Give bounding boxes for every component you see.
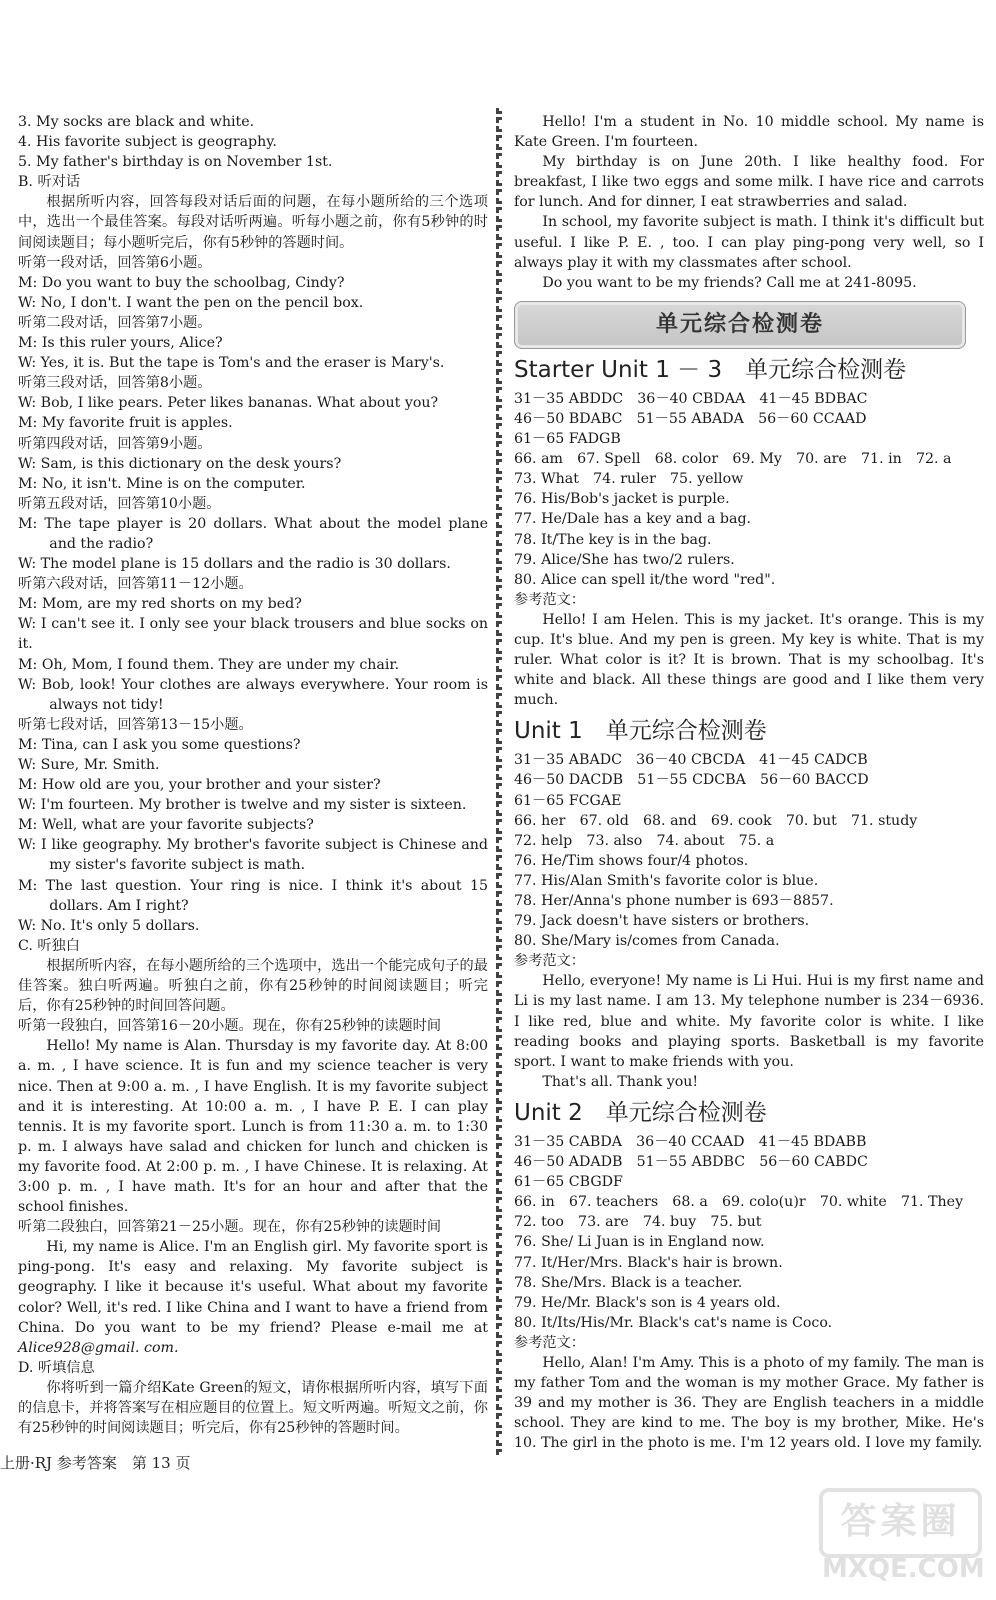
left-line: W: No, I don't. I want the pen on the pencil box. xyxy=(18,294,364,311)
left-line: 听第一段对话，回答第6小题。 xyxy=(18,254,212,271)
left-line: 听第二段对话，回答第7小题。 xyxy=(18,314,212,331)
kate-green-passage xyxy=(514,112,984,293)
answer-line: 61－65 CBGDF xyxy=(514,1174,623,1191)
answer-line: 66. am 67. Spell 68. color 69. My 70. are 71. in 72. a xyxy=(514,451,952,468)
answer-line: 72. too 73. are 74. buy 75. but xyxy=(514,1214,762,1231)
answer-line: 73. What 74. ruler 75. yellow xyxy=(514,471,744,488)
answer-line: 46－50 BDABC 51－55 ABADA 56－60 CCAAD xyxy=(514,410,867,427)
left-line: M: Is this ruler yours, Alice? xyxy=(18,335,223,352)
left-line: 听第六段对话，回答第11－12小题。 xyxy=(18,576,253,593)
page-footer: 上册·RJ 参考答案 第 13 页 xyxy=(0,1454,191,1472)
left-line: W: Bob, look! Your clothes are always everywhere. Your room is always not tidy! xyxy=(18,676,488,713)
model-essay: Hello, everyone! My name is Li Hui. Hui is my first name and Li is my last name. I am 13. My telephone number is 234－6936. I like red, blue and white. My favorite color is white. I like reading books and playing sports. Basketball is my favorite sport. I want to make friends with you. xyxy=(514,973,984,1070)
left-line: 听第四段对话，回答第9小题。 xyxy=(18,435,212,452)
left-line: Hi, my name is Alice. I'm an English girl. My favorite sport is ping-pong. It's easy and relaxing. My favorite subject is geography. I like it because it's useful. What about my favorite color? Well, it's red. I like China and I want to have a friend from China. Do you want to be my friend? Please e-mail me at Alice928@gmail. com. xyxy=(18,1239,488,1356)
unit-heading: Starter Unit 1 － 3 单元综合检测卷 xyxy=(514,356,907,383)
answer-line: 31－35 ABADC 36－40 CBCDA 41－45 CADCB xyxy=(514,752,868,769)
answer-line: 77. He/Dale has a key and a bag. xyxy=(514,511,752,528)
model-essay: Hello! I am Helen. This is my jacket. It's orange. This is my cup. It's blue. And my pen is green. My key is white. That is my ruler. What color is it? It is brown. That is my schoolbag. It's white and black. All these things are good and I like them very much. xyxy=(514,611,984,709)
left-line: 根据所听内容，回答每段对话后面的问题，在每小题所给的三个选项中，选出一个最佳答案。每段对话听两遍。听每小题之前，你有5秒钟的时间阅读题目；每小题听完后，你有5秒钟的答题时间。 xyxy=(18,194,488,251)
answer-line: 31－35 ABDDC 36－40 CBDAA 41－45 BDBAC xyxy=(514,390,868,407)
answer-line: 72. help 73. also 74. about 75. a xyxy=(514,832,775,849)
left-line: 4. His favorite subject is geography. xyxy=(18,134,277,151)
left-line: 听第三段对话，回答第8小题。 xyxy=(18,375,212,392)
left-line: Hello! My name is Alan. Thursday is my favorite day. At 8:00 a. m. , I have science. It is fun and my science teacher is very nice. Then at 9:00 a. m. , I have English. It is my favorite subject and it is interesting. At 10:00 a. m. , I have P. E. I can play tennis. It is my favorite sport. Lunch is from 11:30 a. m. to 1:30 p. m. I always have salad and chicken for lunch and chicken is my favorite food. At 2:00 p. m. , I have Chinese. It is relaxing. At 3:00 p. m. , I have math. It's for an hour and after that the school finishes. xyxy=(18,1038,488,1216)
answer-line: 66. her 67. old 68. and 69. cook 70. but 71. study xyxy=(514,812,918,829)
left-line: B. 听对话 xyxy=(18,174,81,191)
left-line: 根据所听内容，在每小题所给的三个选项中，选出一个能完成句子的最佳答案。独白听两遍。听独白之前，你有25秒钟的时间阅读题目；听完后，你有25秒钟的时间回答问题。 xyxy=(18,957,488,1015)
answer-line: 78. She/Mrs. Black is a teacher. xyxy=(514,1274,743,1291)
left-line: 听第一段独白，回答第16－20小题。现在，你有25秒钟的读题时间 xyxy=(18,1018,442,1035)
unit-heading: Unit 1 单元综合检测卷 xyxy=(514,718,767,745)
answer-line: 78. Her/Anna's phone number is 693－8857. xyxy=(514,893,834,909)
answer-line: 76. She/ Li Juan is in England now. xyxy=(514,1234,765,1251)
left-line: M: My favorite fruit is apples. xyxy=(18,415,233,432)
left-line: W: I like geography. My brother's favorite subject is Chinese and my sister's favorite subject is math. xyxy=(18,837,488,874)
left-line: M: Mom, are my red shorts on my bed? xyxy=(18,596,302,613)
answer-line: 61－65 FCGAE xyxy=(514,792,622,809)
left-line: W: No. It's only 5 dollars. xyxy=(18,917,200,934)
answer-line: 80. It/Its/His/Mr. Black's cat's name is Coco. xyxy=(514,1314,833,1331)
left-line: 听第五段对话，回答第10小题。 xyxy=(18,495,221,512)
left-line: W: Yes, it is. But the tape is Tom's and the eraser is Mary's. xyxy=(18,355,445,372)
left-line: M: Oh, Mom, I found them. They are under my chair. xyxy=(18,656,400,673)
answer-line: 76. He/Tim shows four/4 photos. xyxy=(514,852,749,869)
left-line: C. 听独白 xyxy=(18,937,80,954)
answer-line: 78. It/The key is in the bag. xyxy=(514,531,712,548)
left-line: W: The model plane is 15 dollars and the radio is 30 dollars. xyxy=(18,556,451,573)
left-line: M: Do you want to buy the schoolbag, Cindy? xyxy=(18,274,345,291)
passage-paragraph: My birthday is on June 20th. I like healthy food. For breakfast, I like two eggs and some milk. I have rice and carrots for lunch. And for dinner, I eat strawberries and salad. xyxy=(514,154,984,211)
answer-line: 77. His/Alan Smith's favorite color is blue. xyxy=(514,872,819,889)
model-essay: Hello, Alan! I'm Amy. This is a photo of my family. The man is my father Tom and the woman is my mother Grace. My father is 39 and my mother is 36. They are English teachers in a middle school. They are kind to me. The boy is my brother, Mike. He's 10. The girl in the photo is me. I'm 12 years old. I love my family. xyxy=(514,1354,984,1452)
left-line: M: The last question. Your ring is nice. I think it's about 15 dollars. Am I right? xyxy=(18,877,488,914)
section-banner: 单元综合检测卷 xyxy=(514,301,966,349)
left-line: D. 听填信息 xyxy=(18,1359,95,1376)
column-divider xyxy=(496,108,502,1458)
left-line: W: I can't see it. I only see your black trousers and blue socks on it. xyxy=(18,616,488,653)
passage-paragraph: Hello! I'm a student in No. 10 middle school. My name is Kate Green. I'm fourteen. xyxy=(514,114,984,151)
answer-line: 80. Alice can spell it/the word "red". xyxy=(514,571,776,588)
right-column xyxy=(514,112,984,1453)
left-column xyxy=(18,112,488,1438)
answer-line: 79. Alice/She has two/2 rulers. xyxy=(514,551,735,568)
left-line: M: Well, what are your favorite subjects? xyxy=(18,817,314,834)
email-address: Alice928@gmail. com. xyxy=(18,1339,179,1356)
left-line: W: I'm fourteen. My brother is twelve and my sister is sixteen. xyxy=(18,797,467,814)
left-line: M: How old are you, your brother and your sister? xyxy=(18,777,381,794)
left-line: 听第七段对话，回答第13－15小题。 xyxy=(18,716,253,733)
answer-line: 46－50 DACDB 51－55 CDCBA 56－60 BACCD xyxy=(514,772,869,789)
left-line: 3. My socks are black and white. xyxy=(18,114,255,130)
essay-closing: That's all. Thank you! xyxy=(542,1073,699,1090)
answer-line: 80. She/Mary is/comes from Canada. xyxy=(514,933,780,950)
answer-line: 77. It/Her/Mrs. Black's hair is brown. xyxy=(514,1254,783,1271)
unit-answers xyxy=(514,355,984,1454)
answer-line: 76. His/Bob's jacket is purple. xyxy=(514,491,730,508)
left-line: M: No, it isn't. Mine is on the computer. xyxy=(18,475,306,492)
left-line: W: Sam, is this dictionary on the desk yours? xyxy=(18,455,342,472)
left-line: 5. My father's birthday is on November 1st. xyxy=(18,154,333,171)
unit-heading: Unit 2 单元综合检测卷 xyxy=(514,1099,767,1126)
watermark xyxy=(822,1488,985,1588)
left-line: M: Tina, can I ask you some questions? xyxy=(18,736,301,753)
answer-line: 61－65 FADGB xyxy=(514,431,621,448)
watermark-logo: 答案圈 xyxy=(819,1488,982,1558)
reference-label: 参考范文： xyxy=(514,1334,585,1351)
left-line: W: Sure, Mr. Smith. xyxy=(18,757,160,773)
left-line: M: The tape player is 20 dollars. What about the model plane and the radio? xyxy=(18,515,488,552)
answer-line: 79. He/Mr. Black's son is 4 years old. xyxy=(514,1294,781,1311)
passage-paragraph: In school, my favorite subject is math. I think it's difficult but useful. I like P. E. , too. I can play ping-pong very well, so I always play it with my classmates after school. xyxy=(514,214,984,271)
left-line: W: Bob, I like pears. Peter likes bananas. What about you? xyxy=(18,395,439,412)
reference-label: 参考范文： xyxy=(514,591,585,608)
answer-line: 46－50 ADADB 51－55 ABDBC 56－60 CABDC xyxy=(514,1154,868,1171)
answer-line: 66. in 67. teachers 68. a 69. colo(u)r 70. white 71. They xyxy=(514,1194,964,1211)
watermark-url: MXQE.COM xyxy=(822,1554,985,1584)
left-line: 听第二段独白，回答第21－25小题。现在，你有25秒钟的读题时间 xyxy=(18,1219,442,1236)
answer-line: 31－35 CABDA 36－40 CCAAD 41－45 BDABB xyxy=(514,1133,867,1150)
passage-paragraph: Do you want to be my friends? Call me at 241-8095. xyxy=(542,274,917,291)
reference-label: 参考范文： xyxy=(514,953,585,970)
left-line: 你将听到一篇介绍Kate Green的短文，请你根据所听内容，填写下面的信息卡，并将答案写在相应题目的位置上。短文听两遍。听短文之前，你有25秒钟的时间阅读题目；听完后，你有25秒钟的答题时间。 xyxy=(18,1379,488,1437)
answer-line: 79. Jack doesn't have sisters or brothers. xyxy=(514,913,810,930)
